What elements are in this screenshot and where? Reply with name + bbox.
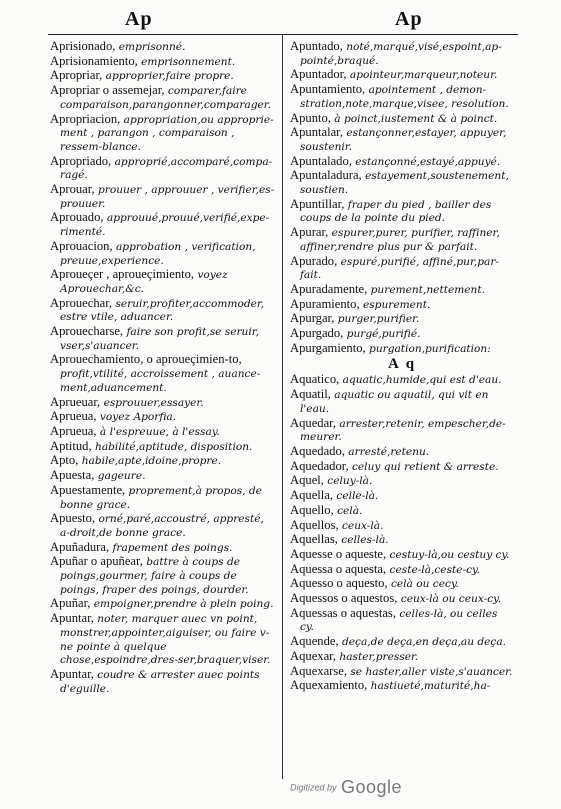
entry-headword: Aquesse o aqueste, (290, 546, 387, 561)
dictionary-entry (50, 113, 276, 155)
entry-definition: à poinct,iustement & à poinct. (330, 112, 498, 125)
entry-headword: Apurgar, (290, 311, 335, 326)
entry-headword: Aprouacion, (50, 238, 113, 253)
entry-headword: Aquexarse, (290, 663, 347, 678)
entry-headword: Apurar, (290, 225, 329, 240)
entry-definition: esprouuer,essayer. (100, 396, 204, 409)
dictionary-entry (50, 454, 276, 469)
dictionary-entry (290, 679, 514, 694)
entry-headword: Aquello, (290, 502, 334, 517)
dictionary-entry (290, 342, 514, 357)
dictionary-entry (50, 268, 276, 296)
entry-headword: Apto, (50, 453, 79, 468)
entry-definition: celà ou cecy. (387, 578, 459, 591)
entry-headword: Aprisionado, (50, 40, 116, 53)
entry-definition: comparer,faire comparaison,parangonner,comparager. (60, 85, 272, 111)
dictionary-entry (290, 298, 514, 313)
entry-definition: faire son profit,se seruir, vser,s'auancer. (60, 326, 260, 352)
dictionary-entry (290, 533, 514, 548)
dictionary-entry (290, 635, 514, 650)
entry-definition: prouuer , approuuer , verifier,es-prouuer. (60, 184, 275, 210)
entry-headword: Apuntamiento, (290, 82, 366, 97)
dictionary-entry (50, 240, 276, 268)
entry-definition: battre à coups de poings,gourmer, faire à coups de poings, fraper des poings, dourder. (60, 556, 249, 596)
entry-definition: celà. (333, 504, 363, 517)
dictionary-entry (50, 512, 276, 540)
dictionary-entry (50, 440, 276, 455)
entry-definition: seruir,profiter,accommoder, estre vtile, aduancer. (60, 297, 265, 324)
entry-definition: voyez Aprouechar,&c. (60, 269, 228, 295)
dictionary-entry (290, 112, 514, 127)
entry-headword: Aquesso o aquesto, (290, 576, 388, 591)
dictionary-entry (50, 410, 276, 425)
entry-headword: Apuesta, (50, 468, 95, 483)
dictionary-entry (50, 84, 276, 112)
entry-definition: ceux-là ou ceux-cy. (397, 593, 502, 606)
entry-definition: purement,nettement. (367, 283, 485, 296)
entry-headword: Aprueua, (50, 409, 97, 424)
header-right: Ap (395, 8, 423, 30)
entry-headword: Aquellos, (290, 517, 339, 532)
entry-definition: à l'espreuue, à l'essay. (96, 425, 220, 438)
dictionary-entry (50, 396, 276, 411)
entry-definition: celles-là, ou celles cy. (300, 607, 498, 634)
digitized-by-text: Digitized by (290, 782, 337, 793)
entry-definition: espurer,purer, purifier, raffiner, affiner,rendre plus pur & parfait. (300, 227, 500, 253)
entry-headword: Aquatico, (290, 372, 340, 387)
dictionary-entry (50, 155, 276, 183)
entry-headword: Apuntillar, (290, 196, 345, 211)
entry-headword: Aquexamiento, (290, 678, 368, 693)
dictionary-entry (290, 312, 514, 327)
entry-definition: espuré,purifié, affiné,pur,par-fait. (300, 255, 500, 282)
column-divider (282, 34, 283, 779)
dictionary-entry (290, 489, 514, 504)
dictionary-entry (50, 425, 276, 440)
entry-definition: celle-là. (333, 490, 379, 503)
entry-headword: Aquel, (290, 473, 324, 488)
entry-definition: habilité,aptitude, disposition. (91, 440, 253, 453)
dictionary-entry (290, 650, 514, 665)
entry-headword: Aprouechamiento, o aproueçimien-to, (50, 352, 242, 367)
dictionary-entry (50, 555, 276, 597)
entry-headword: Aquessas o aquestas, (290, 605, 396, 620)
dictionary-entry (290, 388, 514, 416)
entry-headword: Aquessa o aquesta, (290, 561, 387, 576)
dictionary-entry (50, 40, 276, 55)
entry-headword: Apuntalado, (290, 153, 352, 168)
entry-definition: noté,marqué,visé,espoint,ap-pointé,braqué. (300, 41, 502, 67)
dictionary-entry (50, 612, 276, 668)
entry-definition: estançonner,estayer, appuyer, soustenir. (300, 127, 507, 153)
dictionary-entry (50, 597, 276, 612)
entry-definition: fraper du pied , bailler des coups de la pointe du pied. (300, 198, 492, 225)
dictionary-entry (290, 283, 514, 298)
dictionary-entry (290, 460, 514, 475)
entry-definition: estançonné,estayé,appuyé. (351, 155, 501, 168)
dictionary-entry (50, 211, 276, 239)
dictionary-entry (50, 297, 276, 325)
dictionary-entry (290, 40, 514, 68)
entry-headword: Aprouecharse, (50, 324, 124, 339)
entry-definition: purger,purifier. (334, 313, 420, 326)
entry-definition: approuué,prouué,verifié,expe-rimenté. (60, 212, 270, 239)
entry-headword: Aproueçer , aproueçimiento, (50, 267, 195, 282)
entry-headword: Apuntador, (290, 67, 347, 82)
entry-headword: Aquedador, (290, 458, 349, 473)
entry-definition: approprié,accomparé,compa-ragé. (60, 155, 273, 182)
entry-definition: empoigner,prendre à plein poing. (90, 598, 274, 611)
left-column (50, 40, 276, 770)
entry-headword: Apuesto, (50, 511, 96, 526)
dictionary-entry (290, 665, 514, 680)
entry-definition: profit,vtilité, accroissement , auance-ment,aduancement. (60, 368, 261, 394)
entry-definition: coudre & arrester auec points d'eguille. (60, 668, 260, 695)
entry-definition: haster,presser. (336, 650, 419, 663)
entry-definition: aquatic ou aquatil, qui vit en l'eau. (300, 389, 489, 415)
entry-headword: Aquexar, (290, 648, 337, 663)
entry-definition: deça,de deça,en deça,au deça. (338, 636, 507, 649)
header-rule (48, 34, 518, 35)
dictionary-entry (290, 445, 514, 460)
dictionary-entry (290, 83, 514, 111)
dictionary-entry (50, 55, 276, 70)
entry-definition: purgé,purifié. (343, 328, 421, 341)
entry-headword: Apuntaladura, (290, 168, 362, 183)
entry-headword: Apurgado, (290, 326, 344, 341)
dictionary-entry (290, 126, 514, 154)
running-header (0, 8, 561, 36)
entry-headword: Aprouado, (50, 210, 104, 225)
entry-headword: Aprouar, (50, 182, 95, 197)
dictionary-entry (290, 504, 514, 519)
dictionary-entry (50, 325, 276, 353)
entry-headword: Apuñadura, (50, 539, 110, 554)
entry-headword: Aquedar, (290, 415, 337, 430)
dictionary-entry (50, 69, 276, 84)
dictionary-entry (50, 668, 276, 696)
section-heading: A q (387, 356, 417, 373)
entry-definition: apointeur,marqueur,noteur. (346, 69, 498, 82)
entry-definition: gageure. (94, 470, 146, 483)
entry-headword: Apuñar o apuñear, (50, 554, 143, 569)
dictionary-entry (290, 169, 514, 197)
google-logo: Google (340, 777, 403, 797)
entry-definition: celuy qui retient & arreste. (348, 460, 499, 473)
dictionary-entry (290, 68, 514, 83)
dictionary-entry (50, 484, 276, 512)
entry-headword: Aprisionamiento, (50, 53, 138, 68)
dictionary-entry (290, 563, 514, 578)
entry-headword: Apunto, (290, 110, 331, 125)
entry-definition: purgation,purification: (365, 342, 491, 355)
entry-headword: Aquende, (290, 634, 339, 649)
entry-headword: Apuramiento, (290, 296, 360, 311)
dictionary-entry (290, 607, 514, 635)
entry-definition: noter, marquer auec vn point, monstrer,appointer,aiguiser, ou faire v-ne pointe à quelque chose,espoindre,dres-ser,braquer,viser. (60, 613, 271, 667)
dictionary-entry (290, 226, 514, 254)
entry-definition: approprier,faire propre. (102, 70, 234, 83)
entry-definition: aquatic,humide,qui est d'eau. (339, 374, 502, 387)
entry-definition: apointement , demon-stration,note,marque,visee, resolution. (300, 84, 509, 110)
dictionary-entry (290, 373, 514, 388)
entry-headword: Aprueuar, (50, 394, 101, 409)
entry-definition: ceste-là,ceste-cy. (386, 563, 480, 576)
entry-definition: hastiueté,maturité,ha- (367, 680, 491, 693)
entry-headword: Apuntado, (290, 40, 343, 53)
entry-definition: emprisonné. (115, 41, 186, 53)
dictionary-entry (290, 577, 514, 592)
entry-definition: approbation , verification, preuue,experience. (60, 240, 256, 267)
right-column (290, 40, 514, 770)
entry-headword: Aquedado, (290, 443, 345, 458)
entry-headword: Apuradamente, (290, 281, 368, 296)
entry-headword: Apurgamiento, (290, 340, 366, 355)
entry-headword: Aquessos o aquestos, (290, 591, 398, 606)
entry-headword: Apuñar, (50, 596, 91, 611)
entry-definition: habile,apte,idoine,propre. (78, 455, 222, 468)
entry-definition: proprement,à propos, de bonne grace. (60, 484, 262, 511)
dictionary-entry (50, 353, 276, 395)
dictionary-entry (50, 541, 276, 556)
entry-definition: appropriation,ou approprie-ment , parangon , comparaison , ressem-blance. (60, 113, 274, 153)
entry-definition: emprisonnement. (137, 55, 236, 68)
dictionary-entry (290, 198, 514, 226)
header-left: Ap (125, 8, 153, 30)
entry-definition: cestuy-là,ou cestuy cy. (386, 548, 510, 561)
dictionary-entry (290, 548, 514, 563)
entry-definition: ceux-là. (338, 519, 384, 532)
entry-headword: Aprueua, (50, 423, 97, 438)
entry-definition: orné,paré,accoustré, appresté, a-droit,de bonne grace. (60, 513, 264, 539)
entry-headword: Apropriacion, (50, 111, 121, 126)
entry-headword: Apuestamente, (50, 482, 126, 497)
dictionary-entry (290, 519, 514, 534)
entry-definition: celuy-là. (323, 475, 373, 488)
dictionary-entry (290, 255, 514, 283)
entry-headword: Apropriar, (50, 68, 103, 83)
entry-definition: arrester,retenir, empescher,de-meurer. (300, 417, 506, 444)
dictionary-entry (50, 183, 276, 211)
dictionary-entry (290, 592, 514, 607)
entry-definition: estayement,soustenement, soustien. (300, 170, 509, 197)
entry-definition: frapement des poings. (109, 541, 233, 554)
dictionary-entry (50, 469, 276, 484)
entry-headword: Aquella, (290, 488, 334, 503)
dictionary-entry (290, 417, 514, 445)
entry-headword: Aquellas, (290, 532, 338, 547)
entry-definition: celles-là. (337, 534, 389, 547)
dictionary-entry (290, 327, 514, 342)
entry-headword: Aquatil, (290, 387, 331, 402)
entry-headword: Aprouechar, (50, 295, 113, 310)
entry-headword: Aptitud, (50, 438, 92, 453)
entry-definition: se haster,aller viste,s'auancer. (347, 665, 513, 678)
entry-headword: Apropriado, (50, 153, 112, 168)
entry-definition: espurement. (359, 298, 431, 311)
entry-headword: Apurado, (290, 253, 338, 268)
entry-headword: Apuntar, (50, 666, 94, 681)
entry-headword: Apuntar, (50, 611, 94, 626)
entry-definition: arresté,retenu. (344, 445, 430, 458)
entry-headword: Apuntalar, (290, 125, 344, 140)
dictionary-entry (290, 474, 514, 489)
entry-headword: Apropriar o assemejar, (50, 83, 165, 98)
dictionary-entry (290, 155, 514, 170)
entry-definition: voyez Aporfia. (96, 411, 177, 424)
digitization-footer (290, 777, 402, 801)
